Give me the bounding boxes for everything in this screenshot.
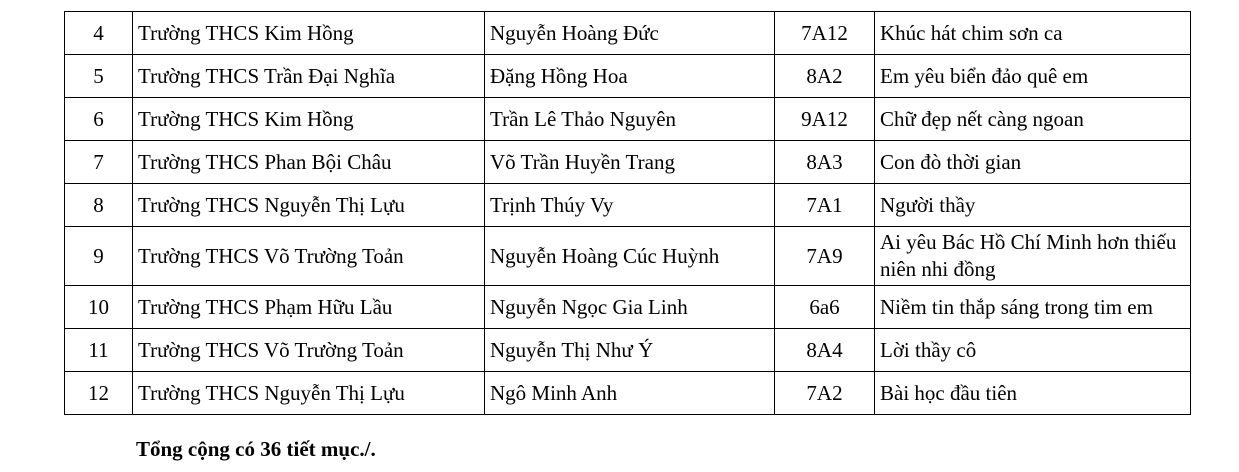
total-count-note: Tổng cộng có 36 tiết mục./. <box>136 437 376 461</box>
row-number: 9 <box>65 227 133 286</box>
class-name: 6a6 <box>775 286 875 329</box>
school-name: Trường THCS Nguyễn Thị Lựu <box>133 372 485 415</box>
performance-title: Niềm tin thắp sáng trong tim em <box>875 286 1191 329</box>
class-name: 8A3 <box>775 141 875 184</box>
table-row <box>65 184 1191 227</box>
student-name: Nguyễn Ngọc Gia Linh <box>485 286 775 329</box>
performance-list-table <box>64 11 1191 415</box>
performance-title: Con đò thời gian <box>875 141 1191 184</box>
performance-title: Người thầy <box>875 184 1191 227</box>
performance-title: Chữ đẹp nết càng ngoan <box>875 98 1191 141</box>
row-number: 10 <box>65 286 133 329</box>
school-name: Trường THCS Phạm Hữu Lầu <box>133 286 485 329</box>
school-name: Trường THCS Nguyễn Thị Lựu <box>133 184 485 227</box>
row-number: 11 <box>65 329 133 372</box>
row-number: 5 <box>65 55 133 98</box>
performance-title: Bài học đầu tiên <box>875 372 1191 415</box>
student-name: Nguyễn Thị Như Ý <box>485 329 775 372</box>
student-name: Trần Lê Thảo Nguyên <box>485 98 775 141</box>
class-name: 7A12 <box>775 12 875 55</box>
table-row <box>65 227 1191 286</box>
class-name: 7A2 <box>775 372 875 415</box>
class-name: 9A12 <box>775 98 875 141</box>
row-number: 8 <box>65 184 133 227</box>
table-row <box>65 141 1191 184</box>
performance-title: Lời thầy cô <box>875 329 1191 372</box>
student-name: Nguyễn Hoàng Đức <box>485 12 775 55</box>
table-row <box>65 286 1191 329</box>
row-number: 7 <box>65 141 133 184</box>
student-name: Võ Trần Huyền Trang <box>485 141 775 184</box>
row-number: 12 <box>65 372 133 415</box>
school-name: Trường THCS Kim Hồng <box>133 98 485 141</box>
student-name: Ngô Minh Anh <box>485 372 775 415</box>
row-number: 4 <box>65 12 133 55</box>
school-name: Trường THCS Trần Đại Nghĩa <box>133 55 485 98</box>
student-name: Trịnh Thúy Vy <box>485 184 775 227</box>
class-name: 7A1 <box>775 184 875 227</box>
table-row <box>65 98 1191 141</box>
class-name: 8A4 <box>775 329 875 372</box>
class-name: 7A9 <box>775 227 875 286</box>
table-row <box>65 329 1191 372</box>
student-name: Nguyễn Hoàng Cúc Huỳnh <box>485 227 775 286</box>
row-number: 6 <box>65 98 133 141</box>
performance-title: Ai yêu Bác Hồ Chí Minh hơn thiếu niên nhi đồng <box>875 227 1191 286</box>
table-row <box>65 55 1191 98</box>
school-name: Trường THCS Võ Trường Toản <box>133 227 485 286</box>
school-name: Trường THCS Võ Trường Toản <box>133 329 485 372</box>
student-name: Đặng Hồng Hoa <box>485 55 775 98</box>
school-name: Trường THCS Kim Hồng <box>133 12 485 55</box>
table-row <box>65 12 1191 55</box>
table-row <box>65 372 1191 415</box>
school-name: Trường THCS Phan Bội Châu <box>133 141 485 184</box>
performance-title: Em yêu biển đảo quê em <box>875 55 1191 98</box>
performance-title: Khúc hát chim sơn ca <box>875 12 1191 55</box>
class-name: 8A2 <box>775 55 875 98</box>
